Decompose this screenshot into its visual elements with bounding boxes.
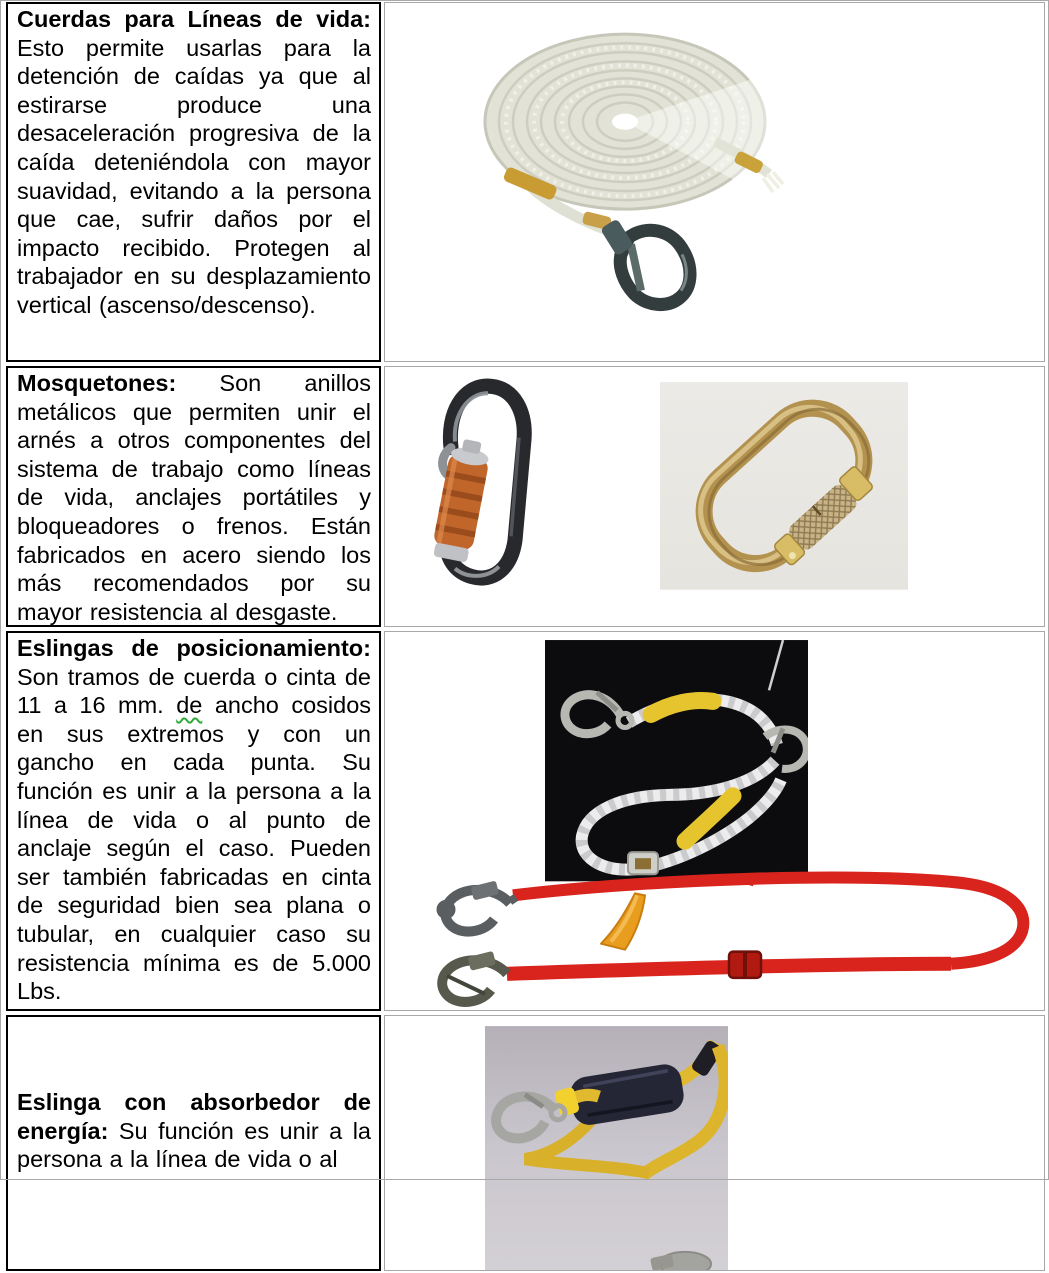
paragraph-absorbedor [17, 1088, 371, 1174]
text-cell-absorbedor [0, 1013, 384, 1273]
orange-strap [601, 893, 645, 949]
energy-absorber-lanyard-photo [385, 1016, 1044, 1270]
body-absorbedor: Su función es unir a la persona a la línea de vida o al [17, 1117, 371, 1173]
heading-absorbedor: Eslinga con absorbedor de energía: [17, 1089, 371, 1144]
heading-cuerdas: Cuerdas para Líneas de vida: [17, 6, 371, 32]
paragraph-mosquetones [17, 369, 371, 626]
strap-adjuster [729, 952, 761, 978]
black-carabiner [430, 386, 524, 578]
image-cell-cuerdas [384, 0, 1049, 364]
image-cell-eslingas [384, 629, 1049, 1013]
paragraph-eslingas [17, 634, 371, 1006]
table-row-eslingas [0, 629, 1049, 1013]
heading-eslingas: Eslingas de posicionamiento: [17, 635, 371, 661]
red-sling-hook-bottom [442, 951, 507, 1002]
body-eslingas-pre: Son tramos de cuerda o cinta de 11 a 16 mm. [17, 663, 371, 719]
red-sling-hook-top [439, 880, 516, 931]
rope-sling-photo [545, 640, 808, 881]
text-cell-eslingas [0, 629, 384, 1013]
table-row-mosquetones [0, 364, 1049, 629]
red-webbing-sling-photo [439, 875, 1023, 1002]
misspelled-word: de [176, 692, 203, 719]
carabiners-photo [385, 367, 1044, 626]
image-cell-absorbedor [384, 1013, 1049, 1273]
body-eslingas-post: ancho cosidos en sus extremos y con un gancho en cada punta. Su función es unir a la persona a la línea de vida o al punto de anclaje según el caso. Pueden ser también fabricadas en cinta de seguridad bien sea plana o tubular, en cualquier caso su resistencia mínima es de 5.000 Lbs. [17, 692, 372, 1005]
rope-snap-hook [600, 218, 690, 304]
red-strap-top [513, 878, 1023, 964]
rope-ferrule [628, 852, 658, 874]
gold-carabiner [660, 382, 908, 594]
text-cell-cuerdas [0, 0, 384, 364]
paragraph-cuerdas [17, 5, 371, 320]
body-cuerdas: Esto permite usarlas para la detención de caídas ya que al estirarse produce una desaceleración progresiva de la caída deteniéndola con mayor suavidad, evitando a la persona que cae, sufrir daños por el impacto recibido. Protegen al trabajador en su desplazamiento vertical (ascenso/descenso). [17, 34, 371, 318]
text-cell-mosquetones [0, 364, 384, 629]
heading-mosquetones: Mosquetones: [17, 370, 177, 396]
positioning-slings-photos [385, 632, 1044, 1010]
table-row-cuerdas [0, 0, 1049, 364]
table-row-absorbedor [0, 1013, 1049, 1273]
body-mosquetones: Son anillos metálicos que permiten unir el arnés a otros componentes del sistema de trabajo como líneas de vida, anclajes portátiles y bloqueadores o frenos. Están fabricados en acero siendo los más recomendados por su mayor resistencia al desgaste. [17, 370, 371, 625]
lifeline-rope-coil-photo [385, 3, 1044, 361]
image-cell-mosquetones [384, 364, 1049, 629]
